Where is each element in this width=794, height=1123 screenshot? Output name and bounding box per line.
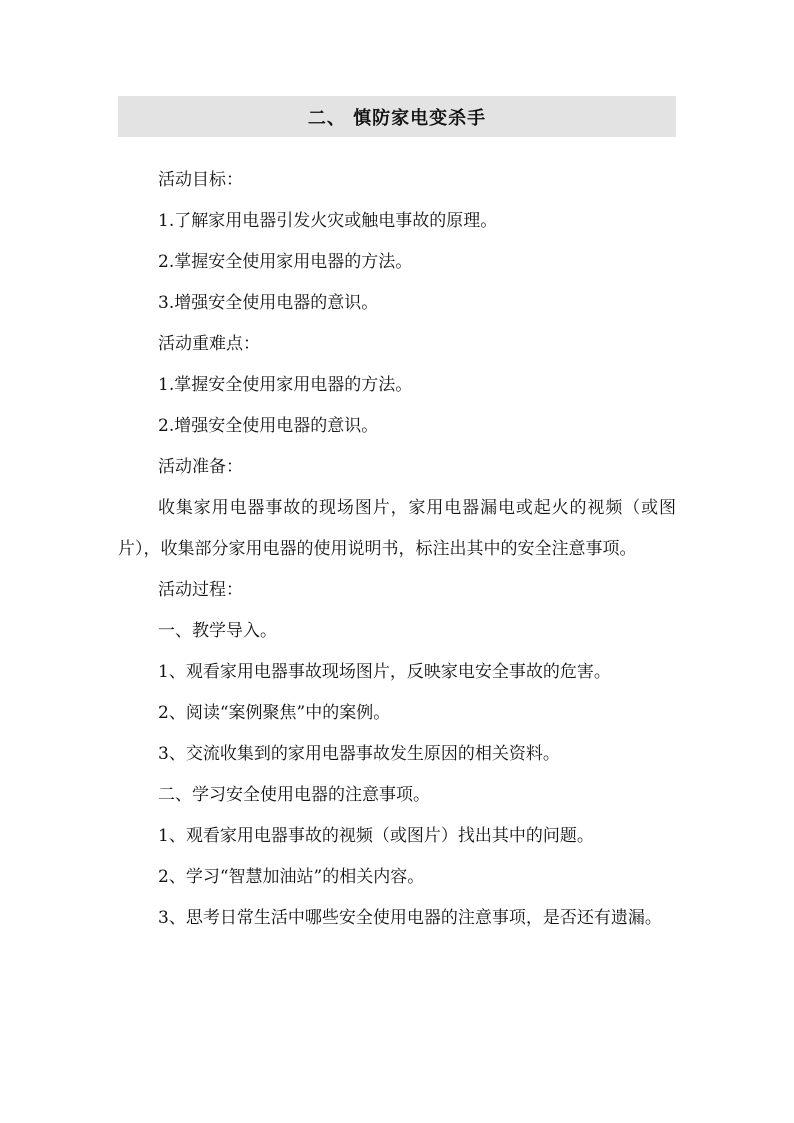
heading-preparation: 活动准备： (158, 457, 243, 477)
preparation-text: 收集家用电器事故的现场图片，家用电器漏电或起火的视频（或图片），收集部分家用电器的使用说明书，标注出其中的安全注意事项。 (118, 498, 676, 559)
process-step: 3、思考日常生活中哪些安全使用电器的注意事项，是否还有遗漏。 (158, 908, 662, 928)
objective-item: 2.掌握安全使用家用电器的方法。 (158, 252, 413, 272)
process-step: 2、学习“智慧加油站”的相关内容。 (158, 867, 425, 887)
objective-item: 1.了解家用电器引发火灾或触电事故的原理。 (158, 211, 498, 231)
section-title: 二、 慎防家电变杀手 (307, 107, 487, 129)
process-step: 1、观看家用电器事故的视频（或图片）找出其中的问题。 (158, 826, 594, 846)
heading-key-points: 活动重难点： (158, 334, 260, 354)
document-body (118, 160, 676, 939)
key-point-item: 2.增强安全使用电器的意识。 (158, 416, 379, 436)
process-step: 1、观看家用电器事故现场图片，反映家电安全事故的危害。 (158, 662, 611, 682)
section-title-bar (118, 96, 676, 137)
process-section-heading: 一、教学导入。 (158, 621, 277, 641)
key-point-item: 1.掌握安全使用家用电器的方法。 (158, 375, 413, 395)
heading-objectives: 活动目标： (158, 170, 243, 190)
objective-item: 3.增强安全使用电器的意识。 (158, 293, 379, 313)
process-section-heading: 二、学习安全使用电器的注意事项。 (158, 785, 430, 805)
heading-process: 活动过程： (158, 580, 243, 600)
process-step: 2、阅读“案例聚焦”中的案例。 (158, 703, 391, 723)
process-step: 3、交流收集到的家用电器事故发生原因的相关资料。 (158, 744, 560, 764)
